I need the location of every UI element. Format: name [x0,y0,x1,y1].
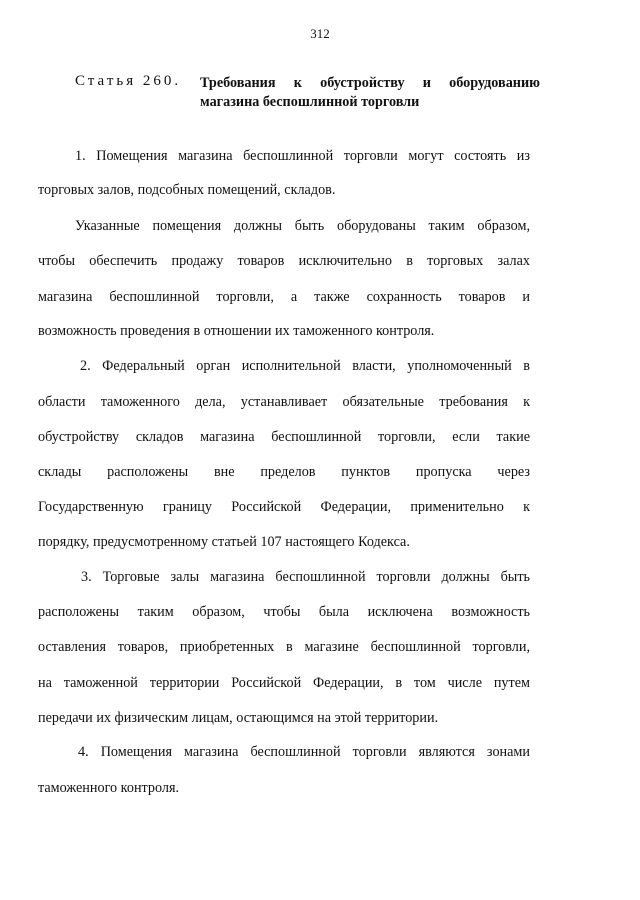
paragraph-3-line: оставления товаров, приобретенных в магазине беспошлинной торговли, [38,639,530,655]
paragraph-3-line: передачи их физическим лицам, остающимся на этой территории. [38,710,439,726]
paragraph-2-line: 2. Федеральный орган исполнительной власти, уполномоченный в [80,358,530,374]
paragraph-2-line: области таможенного дела, устанавливает обязательные требования к [38,394,530,410]
paragraph-4-line: 4. Помещения магазина беспошлинной торговли являются зонами [78,744,530,760]
paragraph-1b-line: Указанные помещения должны быть оборудованы таким образом, [75,218,530,234]
article-title-line: магазина беспошлинной торговли [200,94,420,110]
paragraph-1-line: торговых залов, подсобных помещений, складов. [38,182,336,198]
paragraph-4-line: таможенного контроля. [38,780,180,796]
paragraph-1b-line: возможность проведения в отношении их таможенного контроля. [38,323,435,339]
page-number: 312 [310,26,330,41]
paragraph-1b-line: чтобы обеспечить продажу товаров исключительно в торговых залах [38,253,530,269]
article-title-line: Требования к обустройству и оборудованию [200,75,540,91]
paragraph-3-line: расположены таким образом, чтобы была исключена возможность [38,604,530,620]
paragraph-1b-line: магазина беспошлинной торговли, а также сохранность товаров и [38,289,530,305]
paragraph-3-line: на таможенной территории Российской Федерации, в том числе путем [38,675,530,691]
paragraph-2-line: Государственную границу Российской Федерации, применительно к [38,499,530,515]
paragraph-2-line: склады расположены вне пределов пунктов пропуска через [38,464,530,480]
paragraph-2-line: порядку, предусмотренному статьей 107 настоящего Кодекса. [38,534,410,550]
paragraph-2-line: обустройству складов магазина беспошлинной торговли, если такие [38,429,530,445]
article-title [200,74,540,112]
article-label: Статья 260. [75,73,182,89]
paragraph-1-line: 1. Помещения магазина беспошлинной торговли могут состоять из [75,148,530,164]
paragraph-3-line: 3. Торговые залы магазина беспошлинной торговли должны быть [81,569,530,585]
